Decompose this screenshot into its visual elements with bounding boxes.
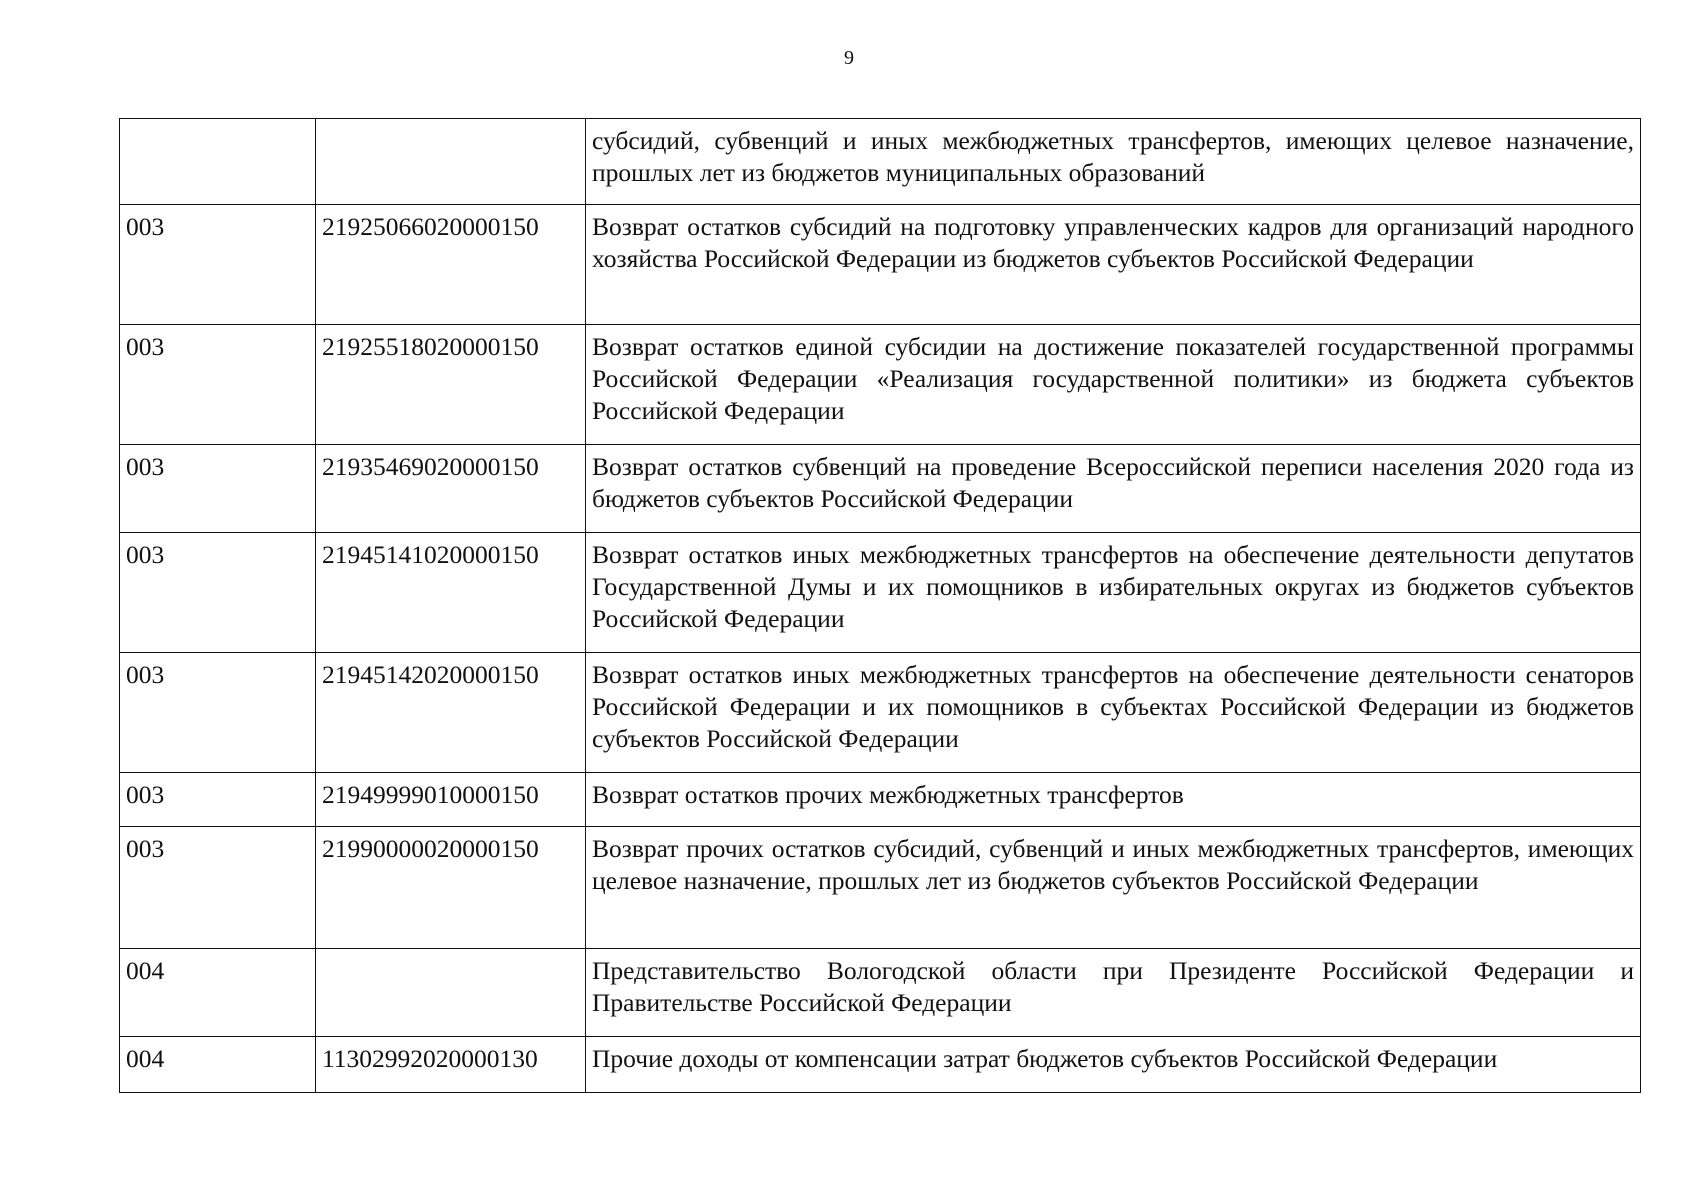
budget-code-cell: 21945141020000150 — [316, 533, 586, 653]
budget-code-cell: 21935469020000150 — [316, 445, 586, 533]
table-row — [120, 119, 1641, 205]
page-number: 9 — [844, 47, 854, 69]
admin-code-cell: 003 — [120, 325, 316, 445]
budget-code-cell: 21925518020000150 — [316, 325, 586, 445]
revenue-name-cell: Представительство Вологодской области при Президенте Российской Федерации и Правительстве Российской Федерации — [586, 949, 1641, 1037]
admin-code-cell — [120, 119, 316, 205]
admin-code-cell: 004 — [120, 1037, 316, 1093]
admin-code-cell: 004 — [120, 949, 316, 1037]
revenue-name-cell: субсидий, субвенций и иных межбюджетных трансфертов, имеющих целевое назначение, прошлых лет из бюджетов муниципальных образований — [586, 119, 1641, 205]
table-row — [120, 949, 1641, 1037]
table-row — [120, 653, 1641, 773]
budget-code-cell: 11302992020000130 — [316, 1037, 586, 1093]
table-row — [120, 445, 1641, 533]
table-row — [120, 1037, 1641, 1093]
table-row — [120, 325, 1641, 445]
admin-code-cell: 003 — [120, 773, 316, 827]
budget-code-cell: 21949999010000150 — [316, 773, 586, 827]
admin-code-cell: 003 — [120, 653, 316, 773]
revenue-name-cell: Возврат остатков прочих межбюджетных трансфертов — [586, 773, 1641, 827]
revenue-name-cell: Прочие доходы от компенсации затрат бюджетов субъектов Российской Федерации — [586, 1037, 1641, 1093]
revenue-codes-table — [119, 118, 1641, 1093]
revenue-name-cell: Возврат остатков иных межбюджетных трансфертов на обеспечение деятельности депутатов Государственной Думы и их помощников в избирательных округах из бюджетов субъектов Российской Федерации — [586, 533, 1641, 653]
revenue-name-cell: Возврат прочих остатков субсидий, субвенций и иных межбюджетных трансфертов, имеющих целевое назначение, прошлых лет из бюджетов субъектов Российской Федерации — [586, 827, 1641, 949]
table-row — [120, 773, 1641, 827]
admin-code-cell: 003 — [120, 827, 316, 949]
budget-code-cell: 21945142020000150 — [316, 653, 586, 773]
table-row — [120, 533, 1641, 653]
budget-code-cell: 21990000020000150 — [316, 827, 586, 949]
revenue-name-cell: Возврат остатков субвенций на проведение Всероссийской переписи населения 2020 года из бюджетов субъектов Российской Федерации — [586, 445, 1641, 533]
table-row — [120, 827, 1641, 949]
revenue-name-cell: Возврат остатков субсидий на подготовку управленческих кадров для организаций народного хозяйства Российской Федерации из бюджетов субъектов Российской Федерации — [586, 205, 1641, 325]
admin-code-cell: 003 — [120, 205, 316, 325]
table-row — [120, 205, 1641, 325]
budget-code-cell: 21925066020000150 — [316, 205, 586, 325]
revenue-name-cell: Возврат остатков единой субсидии на достижение показателей государственной программы Российской Федерации «Реализация государственной политики» из бюджета субъектов Российской Федерации — [586, 325, 1641, 445]
budget-code-cell — [316, 119, 586, 205]
admin-code-cell: 003 — [120, 533, 316, 653]
revenue-name-cell: Возврат остатков иных межбюджетных трансфертов на обеспечение деятельности сенаторов Российской Федерации и их помощников в субъектах Российской Федерации из бюджетов субъектов Российской Федерации — [586, 653, 1641, 773]
budget-code-cell — [316, 949, 586, 1037]
admin-code-cell: 003 — [120, 445, 316, 533]
